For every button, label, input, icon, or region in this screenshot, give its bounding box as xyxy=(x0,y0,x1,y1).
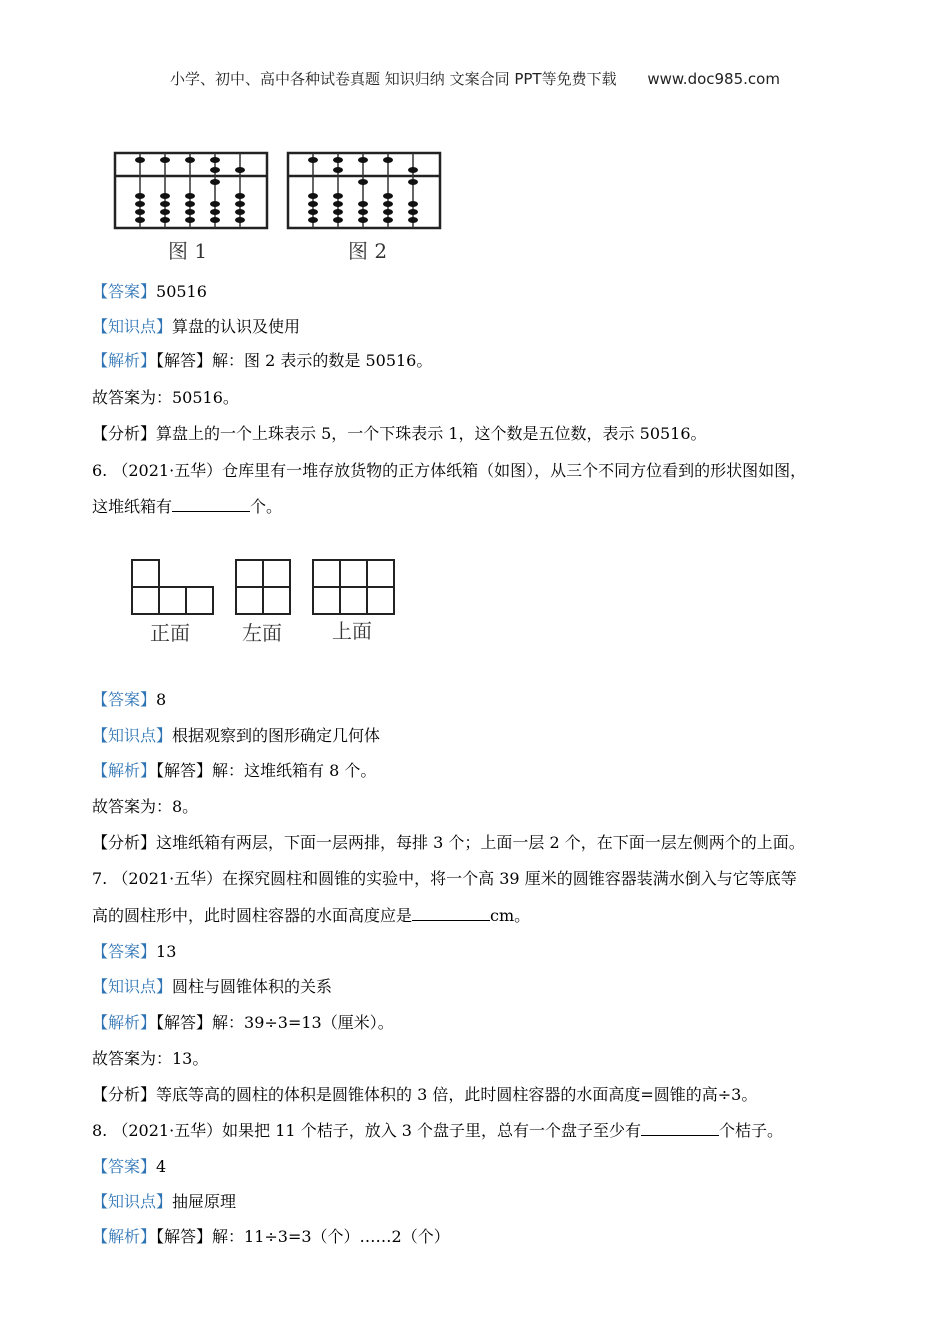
q7-analysis: 【解析】【解答】解：39÷3=13（厘米）。 xyxy=(92,1013,394,1032)
q6-stem-line2: 这堆纸箱有 个。 xyxy=(92,497,283,516)
q6-explanation: 【分析】这堆纸箱有两层，下面一层两排，每排 3 个；上面一层 2 个，在下面一层左侧两个的上面。 xyxy=(92,833,805,852)
q7-final: 故答案为：13。 xyxy=(92,1049,209,1068)
q8-blank xyxy=(641,1121,719,1136)
q8-knowledge: 【知识点】抽屉原理 xyxy=(92,1192,237,1211)
q7-stem-line1: 7. （2021·五华）在探究圆柱和圆锥的实验中，将一个高 39 厘米的圆锥容器装满水倒入与它等底等 xyxy=(92,869,797,888)
q5-knowledge: 【知识点】算盘的认识及使用 xyxy=(92,317,301,336)
q7-knowledge: 【知识点】圆柱与圆锥体积的关系 xyxy=(92,977,333,996)
abacus-caption-2: 图 2 xyxy=(348,239,388,263)
q8-analysis: 【解析】【解答】解：11÷3=3（个）……2（个） xyxy=(92,1227,450,1246)
q6-stem-line1: 6. （2021·五华）仓库里有一堆存放货物的正方体纸箱（如图），从三个不同方位看到的形状图如图， xyxy=(92,461,807,480)
q5-answer: 【答案】50516 xyxy=(92,282,207,301)
q6-final: 故答案为：8。 xyxy=(92,797,199,816)
q7-explanation: 【分析】等底等高的圆柱的体积是圆锥体积的 3 倍，此时圆柱容器的水面高度=圆锥的高÷3。 xyxy=(92,1085,758,1104)
q6-knowledge: 【知识点】根据观察到的图形确定几何体 xyxy=(92,726,381,745)
views-figure xyxy=(112,528,412,658)
q6-analysis: 【解析】【解答】解：这堆纸箱有 8 个。 xyxy=(92,761,377,780)
q7-blank xyxy=(412,906,490,921)
q5-analysis: 【解析】【解答】解：图 2 表示的数是 50516。 xyxy=(92,351,433,370)
abacus-figure xyxy=(110,148,450,264)
page-header xyxy=(0,68,950,89)
q6-blank xyxy=(172,497,250,512)
q7-answer: 【答案】13 xyxy=(92,942,177,961)
q6-answer: 【答案】8 xyxy=(92,690,167,709)
q5-explanation: 【分析】算盘上的一个上珠表示 5，一个下珠表示 1，这个数是五位数，表示 50516。 xyxy=(92,424,707,443)
header-text: 小学、初中、高中各种试卷真题 知识归纳 文案合同 PPT等免费下载 xyxy=(170,70,617,88)
view-label-left: 左面 xyxy=(242,621,282,645)
q8-answer: 【答案】4 xyxy=(92,1157,167,1176)
header-site-link[interactable]: www.doc985.com xyxy=(647,70,780,88)
q7-stem-line2: 高的圆柱形中，此时圆柱容器的水面高度应是 cm。 xyxy=(92,906,531,925)
q5-final: 故答案为：50516。 xyxy=(92,388,239,407)
q8-stem: 8. （2021·五华）如果把 11 个桔子，放入 3 个盘子里，总有一个盘子至少有 个桔子。 xyxy=(92,1121,784,1140)
view-label-front: 正面 xyxy=(150,621,190,645)
abacus-caption-1: 图 1 xyxy=(168,239,208,263)
view-label-top: 上面 xyxy=(332,619,372,643)
